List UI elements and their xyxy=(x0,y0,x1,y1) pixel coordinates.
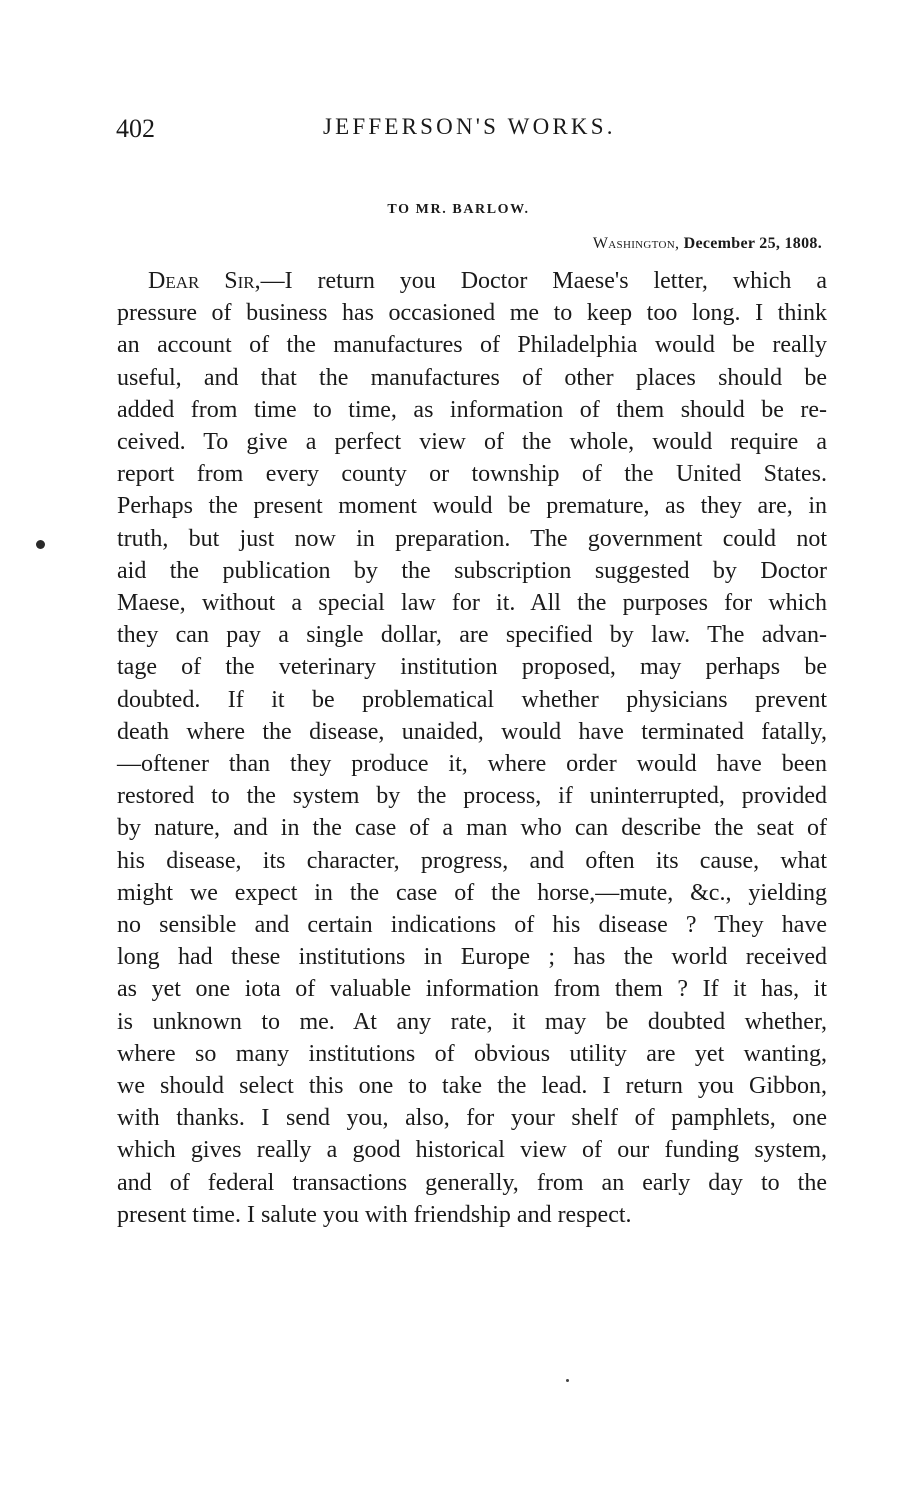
body-line: report from every county or township of the United States. xyxy=(117,461,827,488)
dateline-date: December 25, 1808. xyxy=(683,235,822,252)
body-line: added from time to time, as information of them should be re- xyxy=(117,396,827,423)
body-line: doubted. If it be problematical whether physicians prevent xyxy=(117,686,827,713)
letter-body xyxy=(117,265,827,1231)
body-line-text: —I return you Doctor Maese's letter, which a xyxy=(260,268,827,294)
dateline-place: Washington, xyxy=(592,235,680,252)
letter-heading: TO MR. BARLOW. xyxy=(387,202,530,217)
running-title: JEFFERSON'S WORKS. xyxy=(323,114,616,139)
margin-ink-spot xyxy=(36,540,45,549)
body-line: no sensible and certain indications of his disease ? They have xyxy=(117,912,827,939)
body-line: Maese, without a special law for it. All the purposes for which xyxy=(117,590,827,617)
body-line: with thanks. I send you, also, for your shelf of pamphlets, one xyxy=(117,1105,827,1132)
page-number: 402 xyxy=(116,114,155,143)
body-line: restored to the system by the process, if uninterrupted, provided xyxy=(117,783,827,810)
body-line: useful, and that the manufactures of other places should be xyxy=(117,364,827,391)
body-line: present time. I salute you with friendship and respect. xyxy=(117,1201,632,1228)
body-line: pressure of business has occasioned me to keep too long. I think xyxy=(117,300,827,327)
body-line: is unknown to me. At any rate, it may be doubted whether, xyxy=(117,1008,827,1035)
body-line: ceived. To give a perfect view of the whole, would require a xyxy=(117,429,827,456)
body-line xyxy=(117,265,827,297)
body-line: truth, but just now in preparation. The government could not xyxy=(117,525,827,552)
body-line: where so many institutions of obvious utility are yet wanting, xyxy=(117,1040,827,1067)
body-line: as yet one iota of valuable information from them ? If it has, it xyxy=(117,976,827,1003)
body-line: aid the publication by the subscription suggested by Doctor xyxy=(117,557,827,584)
body-line: by nature, and in the case of a man who can describe the seat of xyxy=(117,815,827,842)
body-line: tage of the veterinary institution proposed, may perhaps be xyxy=(117,654,827,681)
salutation: Dear Sir, xyxy=(148,268,261,294)
paper-speck xyxy=(566,1379,569,1382)
body-line: Perhaps the present moment would be premature, as they are, in xyxy=(117,493,827,520)
body-line: an account of the manufactures of Philadelphia would be really xyxy=(117,332,827,359)
body-line: they can pay a single dollar, are specified by law. The advan- xyxy=(117,622,827,649)
dateline xyxy=(593,235,822,253)
body-line: we should select this one to take the lead. I return you Gibbon, xyxy=(117,1073,827,1100)
body-line: long had these institutions in Europe ; has the world received xyxy=(117,944,827,971)
body-line: his disease, its character, progress, and often its cause, what xyxy=(117,847,827,874)
body-line: might we expect in the case of the horse,—mute, &c., yielding xyxy=(117,879,827,906)
body-line: death where the disease, unaided, would have terminated fatally, xyxy=(117,718,827,745)
body-line: —oftener than they produce it, where order would have been xyxy=(117,751,827,778)
body-line: which gives really a good historical view of our funding system, xyxy=(117,1137,827,1164)
body-line: and of federal transactions generally, from an early day to the xyxy=(117,1169,827,1196)
